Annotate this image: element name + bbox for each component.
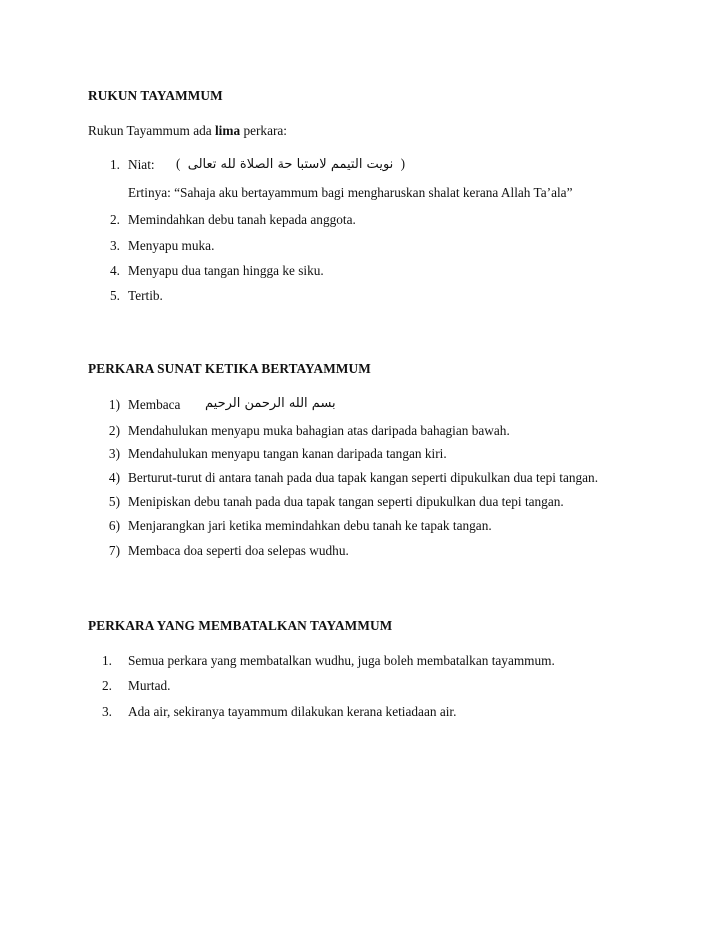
list-number: 4. [110,263,120,278]
niat-translation: Ertinya: “Sahaja aku bertayammum bagi mengharuskan shalat kerana Allah Ta’ala” [128,185,573,200]
section-heading-rukun: RUKUN TAYAMMUM [88,88,223,103]
intro-text-before: Rukun Tayammum ada [88,123,212,138]
list-text: Menjarangkan jari ketika memindahkan debu tanah ke tapak tangan. [128,518,492,533]
section-intro [88,123,287,139]
list-number: 2. [110,212,120,227]
list-text: Tertib. [128,288,163,303]
list-text: Membaca [128,397,181,412]
list-number: 1) [108,397,120,412]
list-number: 3) [108,446,120,461]
list-number: 2) [108,423,120,438]
intro-text-after: perkara: [243,123,287,138]
intro-text-bold: lima [214,123,241,138]
list-text: Berturut-turut di antara tanah pada dua tapak kangan seperti dipukulkan dua tepi tangan. [128,470,599,485]
list-number: 2. [102,678,112,693]
list-text: Ada air, sekiranya tayammum dilakukan kerana ketiadaan air. [128,704,457,719]
list-text: Mendahulukan menyapu tangan kanan daripada tangan kiri. [128,446,447,461]
list-number: 3. [110,238,120,253]
list-text: Menipiskan debu tanah pada dua tapak tangan seperti dipukulkan dua tepi tangan. [128,494,564,509]
close-paren: ) [400,156,406,171]
niat-arabic-group [176,156,405,172]
list-text: Semua perkara yang membatalkan wudhu, juga boleh membatalkan tayammum. [128,653,555,668]
list-number: 6) [108,518,120,533]
list-number: 5) [108,494,120,509]
list-number: 3. [102,704,112,719]
open-paren: ( [176,156,181,171]
list-number: 4) [108,470,120,485]
list-text: Mendahulukan menyapu muka bahagian atas daripada bahagian bawah. [128,423,510,438]
niat-arabic-text: نويت التيمم لاستبا حة الصلاة لله تعالى [187,157,394,172]
basmalah-arabic-text: بسم الله الرحمن الرحيم [205,396,336,411]
niat-label: Niat: [128,157,155,172]
list-number: 5. [110,288,120,303]
list-number: 1. [102,653,112,668]
list-number: 1. [110,157,120,172]
list-text: Menyapu muka. [128,238,215,253]
list-text: Memindahkan debu tanah kepada anggota. [128,212,356,227]
list-text: Menyapu dua tangan hingga ke siku. [128,263,324,278]
section-heading-membatalkan: PERKARA YANG MEMBATALKAN TAYAMMUM [88,618,393,633]
list-number: 7) [108,543,120,558]
list-text: Membaca doa seperti doa selepas wudhu. [128,543,349,558]
list-text: Murtad. [128,678,171,693]
section-heading-sunat: PERKARA SUNAT KETIKA BERTAYAMMUM [88,361,371,376]
